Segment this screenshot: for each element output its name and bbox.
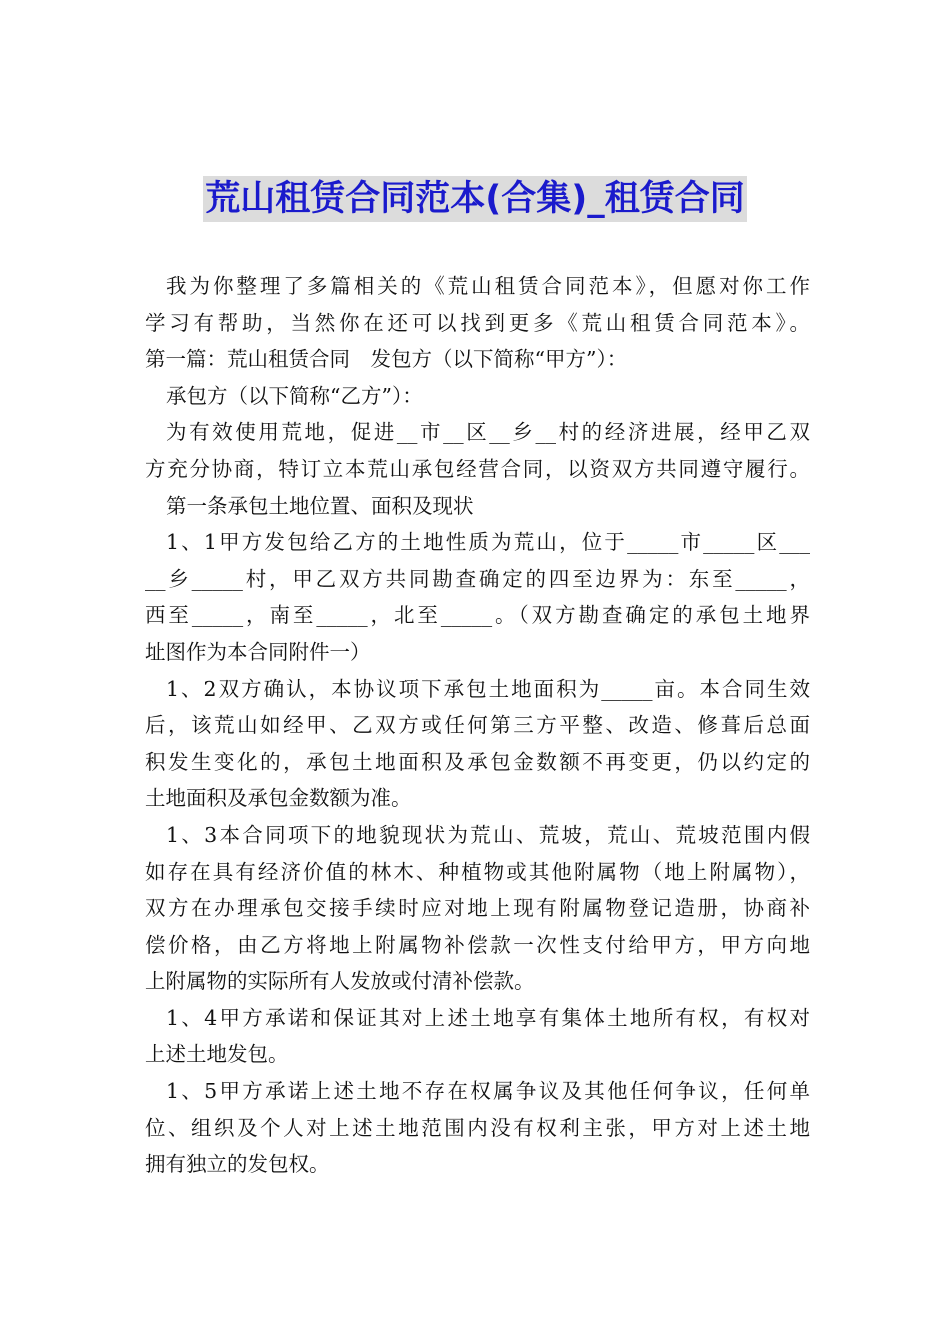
paragraph-line: 双方在办理承包交接手续时应对地上现有附属物登记造册，协商补: [145, 896, 810, 921]
paragraph-line: 址图作为本合同附件一）: [145, 639, 371, 664]
paragraph-line: 后，该荒山如经甲、乙双方或任何第三方平整、改造、修葺后总面: [145, 713, 810, 738]
paragraph-line: 方充分协商，特订立本荒山承包经营合同，以资双方共同遵守履行。: [145, 456, 810, 481]
title-container: [0, 176, 950, 222]
paragraph-line: 1、4甲方承诺和保证其对上述土地享有集体土地所有权，有权对: [166, 1005, 810, 1030]
paragraph-line: 如存在具有经济价值的林木、种植物或其他附属物（地上附属物），: [145, 859, 810, 884]
paragraph-line: 土地面积及承包金数额为准。: [145, 786, 412, 811]
paragraph-line: 积发生变化的，承包土地面积及承包金数额不再变更，仍以约定的: [145, 749, 810, 774]
paragraph-line: 上附属物的实际所有人发放或付清补偿款。: [145, 969, 535, 994]
paragraph-line: 偿价格，由乙方将地上附属物补偿款一次性支付给甲方，甲方向地: [145, 932, 810, 957]
paragraph-line: 上述土地发包。: [145, 1042, 289, 1067]
paragraph-line: 1、1甲方发包给乙方的土地性质为荒山，位于_____市_____区___: [166, 530, 810, 555]
document-title: 荒山租赁合同范本(合集)_租赁合同: [203, 176, 747, 222]
paragraph-line: 位、组织及个人对上述土地范围内没有权利主张，甲方对上述土地: [145, 1115, 810, 1140]
paragraph-line: 我为你整理了多篇相关的《荒山租赁合同范本》，但愿对你工作: [166, 274, 810, 298]
paragraph-line: 承包方（以下简称“乙方”）：: [166, 383, 423, 408]
document-body: [145, 268, 810, 1183]
paragraph-line: 1、3本合同项下的地貌现状为荒山、荒坡，荒山、荒坡范围内假: [166, 822, 810, 847]
paragraph-line: 1、2双方确认，本协议项下承包土地面积为_____亩。本合同生效: [166, 676, 810, 701]
paragraph-line: 学习有帮助，当然你在还可以找到更多《荒山租赁合同范本》。: [145, 310, 810, 335]
paragraph-line: 西至_____，南至_____，北至_____。（双方勘查确定的承包土地界: [145, 603, 810, 628]
paragraph-line: 第一篇：荒山租赁合同 发包方（以下简称“甲方”）：: [145, 347, 628, 372]
paragraph-line: __乡_____村，甲乙双方共同勘查确定的四至边界为：东至_____，: [145, 566, 810, 591]
paragraph-line: 第一条承包土地位置、面积及现状: [166, 493, 474, 518]
paragraph-line: 拥有独立的发包权。: [145, 1152, 330, 1177]
paragraph-line: 为有效使用荒地，促进__市__区__乡__村的经济进展，经甲乙双: [166, 420, 810, 445]
paragraph-line: 1、5甲方承诺上述土地不存在权属争议及其他任何争议，任何单: [166, 1079, 810, 1104]
